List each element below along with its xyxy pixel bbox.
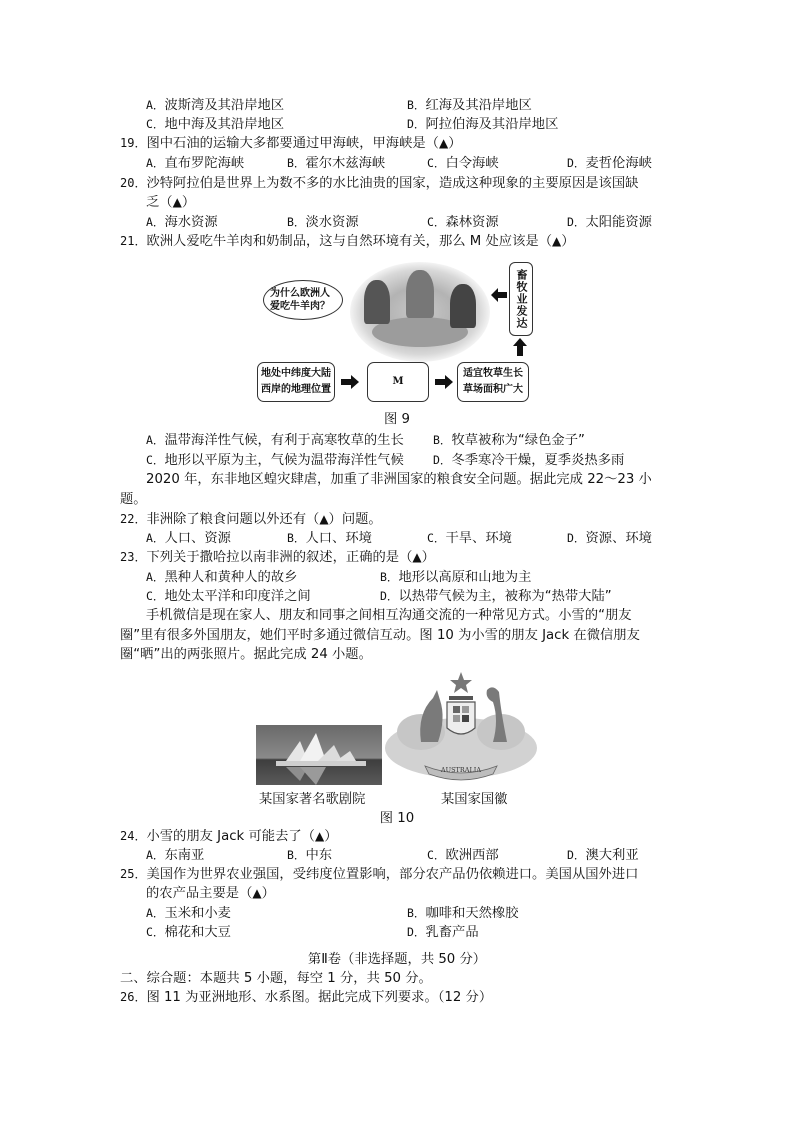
figure-9-diagram: [255, 258, 545, 408]
q22-option-a: A．人口、资源: [146, 531, 231, 546]
answer-blank-triangle-icon: ▲: [552, 234, 562, 248]
passage-22-23: 2020 年，东非地区蝗灾肆虐，加重了非洲国家的粮食安全问题。据此完成 22～23 小: [146, 472, 652, 487]
q25-option-c: C．棉花和大豆: [146, 925, 231, 940]
figure-9-caption: 图 9: [384, 412, 410, 427]
emblem-caption: 某国家国徽: [441, 792, 508, 807]
q23-option-d: D．以热带气候为主，被称为“热带大陆”: [380, 589, 612, 604]
figure-10-caption: 图 10: [379, 811, 415, 826]
opera-house-caption: 某国家著名歌剧院: [259, 792, 366, 807]
q24-stem: 24．小雪的朋友 Jack 可能去了（▲）: [120, 829, 338, 844]
q22-stem: 22．非洲除了粮食问题以外还有（▲）问题。: [120, 512, 382, 527]
q18-option-b: B．红海及其沿岸地区: [407, 98, 532, 113]
q23-option-a: A．黑种人和黄种人的故乡: [146, 570, 298, 585]
answer-blank-triangle-icon: ▲: [412, 550, 422, 564]
q24-option-c: C．欧洲西部: [427, 848, 499, 863]
q21-option-d: D．冬季寒冷干燥，夏季炎热多雨: [433, 453, 625, 468]
box-m-unknown: M: [367, 362, 429, 402]
q26-stem: 26．图 11 为亚洲地形、水系图。据此完成下列要求。（12 分）: [120, 990, 493, 1005]
q21-option-b: B．牧草被称为“绿色金子”: [433, 433, 585, 448]
box-grassland: 适宜牧草生长 草场面积广大: [457, 362, 529, 402]
q23-option-b: B．地形以高原和山地为主: [380, 570, 532, 585]
q21-option-c: C．地形以平原为主，气候为温带海洋性气候: [146, 453, 404, 468]
q20-option-b: B．淡水资源: [287, 215, 359, 230]
passage-24-cont2: 圈“晒”出的两张照片。据此完成 24 小题。: [120, 647, 372, 662]
passage-24-cont: 圈”里有很多外国朋友，她们平时多通过微信互动。图 10 为小雪的朋友 Jack 在微信朋友: [120, 628, 640, 643]
arrow-right-icon: [341, 375, 359, 389]
q23-option-c: C．地处太平洋和印度洋之间: [146, 589, 311, 604]
thought-bubble: 为什么欧洲人爱吃牛羊肉？: [263, 280, 343, 320]
arrow-right-icon: [435, 375, 453, 389]
opera-house-photo: [256, 725, 382, 785]
coat-of-arms-image: [381, 668, 541, 790]
q25-option-a: A．玉米和小麦: [146, 906, 231, 921]
q24-option-b: B．中东: [287, 848, 333, 863]
answer-blank-triangle-icon: ▲: [314, 829, 325, 843]
q21-stem: 21．欧洲人爱吃牛羊肉和奶制品，这与自然环境有关，那么 M 处应该是（▲）: [120, 234, 575, 249]
q19-option-c: C．白令海峡: [427, 156, 499, 171]
coat-of-arms-icon: [381, 668, 541, 790]
arrow-up-icon: [513, 338, 527, 356]
q23-stem: 23．下列关于撒哈拉以南非洲的叙述，正确的是（▲）: [120, 550, 435, 565]
answer-blank-triangle-icon: ▲: [319, 512, 329, 526]
q24-option-a: A．东南亚: [146, 848, 205, 863]
person-man-shape: [406, 270, 434, 318]
svg-text:AUSTRALIA: AUSTRALIA: [440, 766, 482, 774]
q19-option-a: A．直布罗陀海峡: [146, 156, 245, 171]
q21-option-a: A．温带海洋性气候，有利于高寒牧草的生长: [146, 433, 404, 448]
q25-option-b: B．咖啡和天然橡胶: [407, 906, 519, 921]
answer-blank-triangle-icon: ▲: [252, 886, 262, 900]
passage-22-23-cont: 题。: [120, 492, 147, 507]
opera-house-sails-icon: [256, 725, 382, 785]
q25-stem-cont: 的农产品主要是（▲）: [146, 886, 275, 901]
q20-option-d: D．太阳能资源: [567, 215, 652, 230]
q18-option-a: A．波斯湾及其沿岸地区: [146, 98, 285, 113]
arrow-left-icon: [491, 288, 507, 302]
section-2-title: 第Ⅱ卷（非选择题，共 50 分）: [307, 952, 487, 967]
box-livestock-developed: 畜牧业发达: [509, 262, 533, 336]
q18-option-d: D．阿拉伯海及其沿岸地区: [407, 117, 559, 132]
q25-option-d: D．乳畜产品: [407, 925, 479, 940]
q22-option-d: D．资源、环境: [567, 531, 652, 546]
q19-option-d: D．麦哲伦海峡: [567, 156, 652, 171]
person-woman-shape: [364, 280, 390, 324]
passage-24: 手机微信是现在家人、朋友和同事之间相互沟通交流的一种常见方式。小雪的“朋友: [146, 608, 632, 623]
dining-family-illustration: [350, 262, 490, 362]
box-geographic-location: 地处中纬度大陆 西岸的地理位置: [257, 362, 335, 402]
q20-option-c: C．森林资源: [427, 215, 499, 230]
q22-option-b: B．人口、环境: [287, 531, 372, 546]
q25-stem: 25．美国作为世界农业强国，受纬度位置影响，部分农产品仍依赖进口。美国从国外进口: [120, 867, 639, 882]
section-2-heading: 二、综合题：本题共 5 小题，每空 1 分，共 50 分。: [120, 971, 432, 986]
q20-option-a: A．海水资源: [146, 215, 218, 230]
q20-stem-cont: 乏（▲）: [146, 195, 196, 210]
answer-blank-triangle-icon: ▲: [438, 136, 449, 150]
person-child-shape: [450, 284, 476, 328]
q19-stem: 19．图中石油的运输大多都要通过甲海峡，甲海峡是（▲）: [120, 136, 462, 151]
q22-option-c: C．干旱、环境: [427, 531, 512, 546]
q19-option-b: B．霍尔木兹海峡: [287, 156, 386, 171]
q24-option-d: D．澳大利亚: [567, 848, 639, 863]
answer-blank-triangle-icon: ▲: [172, 195, 182, 209]
q20-stem: 20．沙特阿拉伯是世界上为数不多的水比油贵的国家，造成这种现象的主要原因是该国缺: [120, 176, 639, 191]
q18-option-c: C．地中海及其沿岸地区: [146, 117, 285, 132]
